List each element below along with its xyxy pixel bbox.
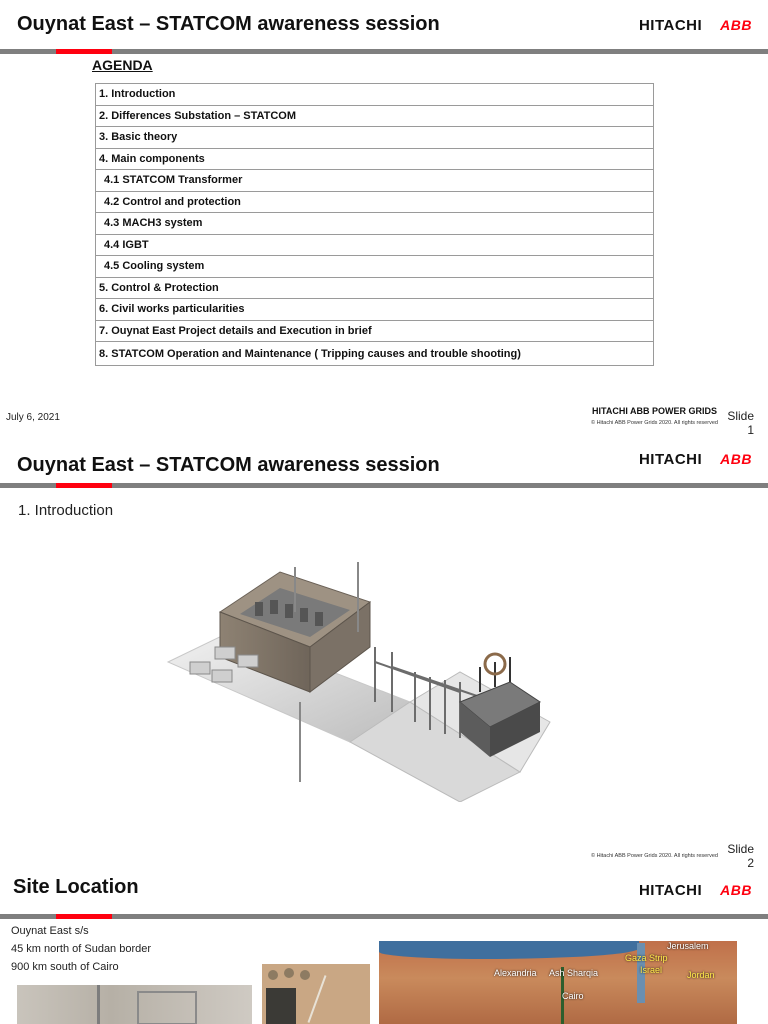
site-distance-sudan: 45 km north of Sudan border bbox=[11, 943, 152, 955]
hitachi-logo: HITACHI bbox=[638, 17, 703, 34]
footer-date: July 6, 2021 bbox=[6, 412, 60, 423]
agenda-row bbox=[96, 191, 654, 213]
agenda-row bbox=[96, 320, 654, 342]
agenda-item: 3. Basic theory bbox=[96, 127, 654, 149]
agenda-row bbox=[96, 105, 654, 127]
header-rule-accent bbox=[56, 914, 112, 919]
hitachi-abb-logo bbox=[639, 17, 752, 34]
footer-brand: HITACHI ABB POWER GRIDS bbox=[592, 406, 717, 416]
agenda-subitem: 4.2 Control and protection bbox=[96, 191, 654, 213]
hitachi-abb-logo bbox=[639, 882, 752, 899]
header-rule bbox=[0, 483, 768, 488]
agenda-row bbox=[96, 234, 654, 256]
slide-label: Slide bbox=[727, 409, 754, 423]
map-label-jordan: Jordan bbox=[687, 970, 715, 980]
agenda-row bbox=[96, 127, 654, 149]
header-rule bbox=[0, 914, 768, 919]
header-rule-accent bbox=[56, 483, 112, 488]
site-name: Ouynat East s/s bbox=[11, 925, 89, 937]
agenda-row bbox=[96, 213, 654, 235]
agenda-item: 8. STATCOM Operation and Maintenance ( Tripping causes and trouble shooting) bbox=[99, 347, 521, 360]
slide-2 bbox=[0, 442, 768, 872]
agenda-row bbox=[96, 84, 654, 106]
regional-map bbox=[379, 941, 737, 1024]
slide-title: Ouynat East – STATCOM awareness session bbox=[17, 13, 440, 35]
agenda-row bbox=[96, 342, 654, 366]
aerial-photo-fields bbox=[262, 964, 370, 1024]
map-label-cairo: Cairo bbox=[562, 991, 584, 1001]
abb-logo: ABB bbox=[720, 451, 752, 467]
site-distance-cairo: 900 km south of Cairo bbox=[11, 961, 119, 973]
mediterranean-sea bbox=[379, 941, 639, 959]
agenda-item: 1. Introduction bbox=[96, 84, 654, 106]
map-label-israel: Israel bbox=[640, 965, 663, 975]
slide-1 bbox=[0, 0, 768, 442]
map-label-alexandria: Alexandria bbox=[494, 968, 537, 978]
slide-title: Site Location bbox=[13, 876, 139, 898]
agenda-row bbox=[96, 148, 654, 170]
agenda-item: 7. Ouynat East Project details and Execution in brief bbox=[96, 320, 654, 342]
map-label-jerusalem: Jerusalem bbox=[667, 941, 709, 951]
abb-logo: ABB bbox=[720, 882, 752, 898]
agenda-subitem: 4.5 Cooling system bbox=[96, 256, 654, 278]
agenda-item: 4. Main components bbox=[96, 148, 654, 170]
section-heading: 1. Introduction bbox=[18, 502, 114, 519]
slide-number bbox=[727, 409, 754, 437]
slide-number bbox=[727, 842, 754, 870]
hitachi-logo: HITACHI bbox=[638, 882, 703, 899]
agenda-row bbox=[96, 299, 654, 321]
abb-logo: ABB bbox=[720, 17, 752, 33]
agenda-item: 5. Control & Protection bbox=[96, 277, 654, 299]
agenda-row bbox=[96, 170, 654, 192]
agenda-item: 2. Differences Substation – STATCOM bbox=[96, 105, 654, 127]
hitachi-logo: HITACHI bbox=[638, 451, 703, 468]
hitachi-abb-logo bbox=[639, 451, 752, 468]
agenda-row bbox=[96, 277, 654, 299]
agenda-table bbox=[95, 83, 654, 366]
footer-copyright: © Hitachi ABB Power Grids 2020. All rights reserved bbox=[591, 420, 718, 426]
slide-number-value: 1 bbox=[747, 423, 754, 437]
agenda-title: AGENDA bbox=[92, 57, 153, 73]
map-label-ash-sharqia: Ash Sharqia bbox=[549, 968, 599, 978]
agenda-subitem: 4.4 IGBT bbox=[96, 234, 654, 256]
slide-title: Ouynat East – STATCOM awareness session bbox=[17, 454, 440, 476]
agenda-item: 6. Civil works particularities bbox=[96, 299, 654, 321]
slide-number-value: 2 bbox=[747, 856, 754, 870]
header-rule-accent bbox=[56, 49, 112, 54]
header-rule bbox=[0, 49, 768, 54]
statcom-plant-illustration bbox=[160, 552, 560, 802]
agenda-subitem: 4.3 MACH3 system bbox=[96, 213, 654, 235]
slide-label: Slide bbox=[727, 842, 754, 856]
aerial-photo-site bbox=[17, 985, 252, 1024]
agenda-subitem: 4.1 STATCOM Transformer bbox=[96, 170, 654, 192]
footer-copyright: © Hitachi ABB Power Grids 2020. All rights reserved bbox=[591, 853, 718, 859]
map-label-gaza: Gaza Strip bbox=[625, 953, 668, 963]
agenda-row bbox=[96, 256, 654, 278]
slide-3 bbox=[0, 872, 768, 1024]
